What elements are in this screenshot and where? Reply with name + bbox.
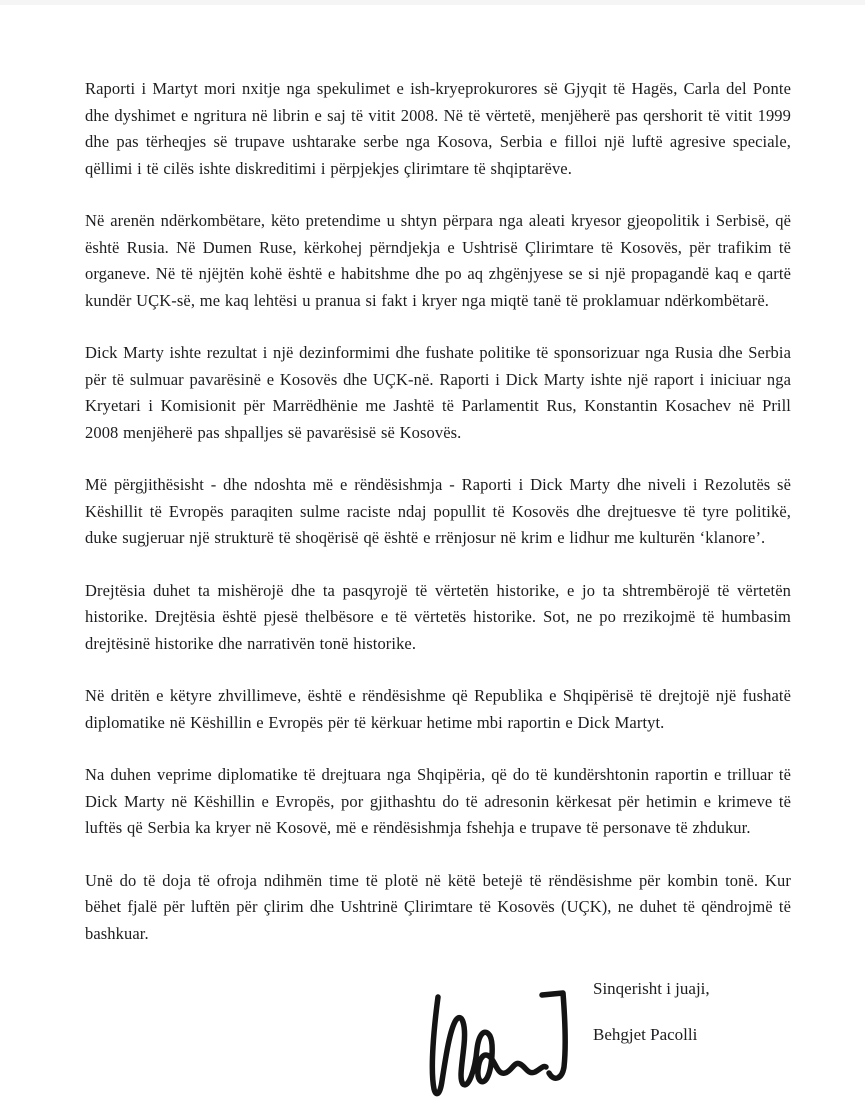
letter-paragraph: Më përgjithësisht - dhe ndoshta më e rëndësishmja - Raporti i Dick Marty dhe niveli i Rezolutës së Këshillit të Evropës paraqiten sulme raciste ndaj popullit të Kosovës dhe drejtuesve të tyre politikë, duke sugjeruar një strukturë të shoqërisë që është e rrënjosur në krim e lidhur me kulturën ‘klanore’. — [85, 475, 791, 547]
letter-paragraph: Në arenën ndërkombëtare, këto pretendime u shtyn përpara nga aleati kryesor gjeopolitik i Serbisë, që është Rusia. Në Dumen Ruse, kërkohej përndjekja e Ushtrisë Çlirimtare të Kosovës, për trafikim të organeve. Në të njëjtën kohë është e habitshme dhe po aq zhgënjyese se si një propagandë kaq e qartë kundër UÇK-së, me kaq lehtësi u pranua si fakt i kryer nga miqtë tanë të proklamuar ndërkombëtarë. — [85, 211, 791, 310]
signatory-name: Behgjet Pacolli — [593, 1025, 698, 1044]
letter-paragraph: Raporti i Martyt mori nxitje nga spekulimet e ish-kryeprokurores së Gjyqit të Hagës, Carla del Ponte dhe dyshimet e ngritura në librin e saj të vitit 2008. Në të vërtetë, menjëherë pas qershorit të vitit 1999 dhe pas tërheqjes së trupave ushtarake serbe nga Kosova, Serbia e filloi një luftë agresive speciale, qëllimi i të cilës ishte diskreditimi i përpjekjes çlirimtare të shqiptarëve. — [85, 79, 791, 178]
handwritten-signature-icon — [425, 983, 575, 1103]
letter-page — [85, 76, 791, 1103]
closing-salutation: Sinqerisht i juaji, — [593, 979, 710, 998]
scan-edge-artifact — [0, 0, 865, 5]
letter-paragraph: Drejtësia duhet ta mishërojë dhe ta pasqyrojë të vërtetën historike, e jo ta shtrembërojë të vërtetën historike. Drejtësia është pjesë thelbësore e të vërtetës historike. Sot, ne po rrezikojmë të humbasim drejtësinë historike dhe narrativën tonë historike. — [85, 580, 791, 653]
letter-paragraph: Na duhen veprime diplomatike të drejtuara nga Shqipëria, që do të kundërshtonin raportin e trilluar të Dick Marty në Këshillin e Evropës, por gjithashtu do të adresonin kërkesat për hetimin e krimeve të luftës që Serbia ka kryer në Kosovë, më e rëndësishmja fshehja e trupave të personave të zhdukur. — [85, 765, 791, 837]
letter-paragraph: Unë do të doja të ofroja ndihmën time të plotë në këtë betejë të rëndësishme për kombin tonë. Kur bëhet fjalë për luftën për çlirim dhe Ushtrinë Çlirimtare të Kosovës (UÇK), ne duhet të qëndrojmë të bashkuar. — [85, 870, 791, 943]
closing-block — [425, 973, 791, 1103]
letter-paragraph: Në dritën e këtyre zhvillimeve, është e rëndësishme që Republika e Shqipërisë të drejtojë një fushatë diplomatike në Këshillin e Evropës për të kërkuar hetime mbi raportin e Dick Martyt. — [85, 686, 791, 732]
letter-paragraph: Dick Marty ishte rezultat i një dezinformimi dhe fushate politike të sponsorizuar nga Rusia dhe Serbia për të sulmuar pavarësinë e Kosovës dhe UÇK-në. Raporti i Dick Marty ishte një raport i iniciuar nga Kryetari i Komisionit për Marrëdhënie me Jashtë të Parlamentit Rus, Konstantin Kosachev në Prill 2008 menjëherë pas shpalljes së pavarësisë së Kosovës. — [85, 343, 791, 442]
closing-text — [593, 973, 710, 1047]
letter-body — [85, 76, 791, 947]
